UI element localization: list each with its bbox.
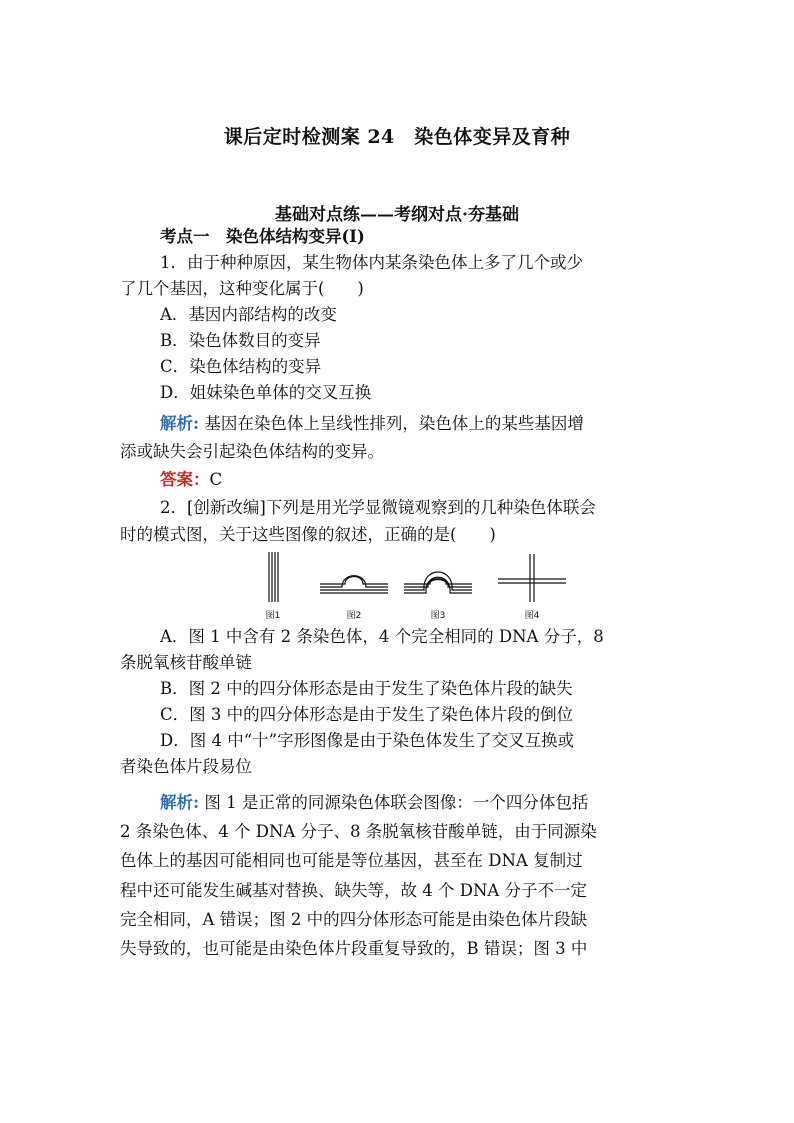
q2-option-c: C．图 3 中的四分体形态是由于发生了染色体片段的倒位 xyxy=(160,705,574,724)
answer-label: 答案： xyxy=(160,470,210,489)
q1-explanation-line2: 添或缺失会引起染色体结构的变异。 xyxy=(120,442,384,461)
chromosome-figures xyxy=(120,548,680,624)
q1-stem-line1: 1．由于种种原因，某生物体内某条染色体上多了几个或少 xyxy=(160,253,583,272)
q2-explanation-line2: 2 条染色体、4 个 DNA 分子、8 条脱氧核苷酸单链，由于同源染 xyxy=(120,822,597,842)
q1-option-b: B．染色体数目的变异 xyxy=(160,331,321,350)
content-body xyxy=(120,224,680,963)
figure-2 xyxy=(318,550,390,621)
figure-3-caption: 图3 xyxy=(430,611,446,621)
q1-answer xyxy=(120,466,680,494)
subsection-heading: 考点一 染色体结构变异(Ⅰ) xyxy=(160,227,365,246)
explanation-label: 解析: xyxy=(160,414,200,433)
q1-stem-line2: 了几个基因，这种变化属于( ) xyxy=(120,279,364,298)
figure-3 xyxy=(402,550,474,621)
q1-option-a: A．基因内部结构的改变 xyxy=(160,305,337,324)
q2-option-d-line2: 者染色体片段易位 xyxy=(120,757,252,776)
figure-1-caption: 图1 xyxy=(265,611,281,621)
q2-explanation-line3: 色体上的基因可能相同也可能是等位基因，甚至在 DNA 复制过 xyxy=(120,851,583,871)
synapsis-inversion-diagram xyxy=(402,550,474,606)
figure-4-caption: 图4 xyxy=(524,611,540,621)
q1-option-c: C．染色体结构的变异 xyxy=(160,357,322,376)
explanation-label: 解析: xyxy=(160,793,200,812)
q2-stem-line1: 2．[创新改编]下列是用光学显微镜观察到的几种染色体联会 xyxy=(160,498,596,517)
page-title: 课后定时检测案 24 染色体变异及育种 xyxy=(223,126,571,148)
q2-option-d-line1: D．图 4 中“十”字形图像是由于染色体发生了交叉互换或 xyxy=(160,731,575,750)
figure-4 xyxy=(496,550,568,621)
q2-explanation-line1: 解析: 图 1 是正常的同源染色体联会图像：一个四分体包括 xyxy=(160,793,589,812)
q1-option-d: D．姐妹染色单体的交叉互换 xyxy=(160,383,372,402)
q2-option-a-line2: 条脱氧核苷酸单链 xyxy=(120,653,252,672)
figure-1 xyxy=(258,550,288,621)
q1-explanation-line1: 解析: 基因在染色体上呈线性排列，染色体上的某些基因增 xyxy=(160,414,584,433)
q2-explanation-line6: 失导致的，也可能是由染色体片段重复导致的，B 错误；图 3 中 xyxy=(120,938,588,958)
synapsis-loop-diagram xyxy=(318,550,390,606)
q2-explanation-line5: 完全相同，A 错误；图 2 中的四分体形态可能是由染色体片段缺 xyxy=(120,909,588,929)
q2-option-b: B．图 2 中的四分体形态是由于发生了染色体片段的缺失 xyxy=(160,679,573,698)
section-heading: 基础对点练——考纲对点·夯基础 xyxy=(275,205,519,225)
synapsis-normal-diagram xyxy=(258,550,288,606)
q2-stem-line2: 时的模式图，关于这些图像的叙述，正确的是( ) xyxy=(120,525,496,544)
q2-explanation-line4: 程中还可能发生碱基对替换、缺失等，故 4 个 DNA 分子不一定 xyxy=(120,880,588,900)
q2-option-a-line1: A．图 1 中含有 2 条染色体，4 个完全相同的 DNA 分子，8 xyxy=(160,627,604,646)
synapsis-cross-diagram xyxy=(496,550,568,606)
answer-value: C xyxy=(209,470,223,489)
figure-2-caption: 图2 xyxy=(346,611,362,621)
